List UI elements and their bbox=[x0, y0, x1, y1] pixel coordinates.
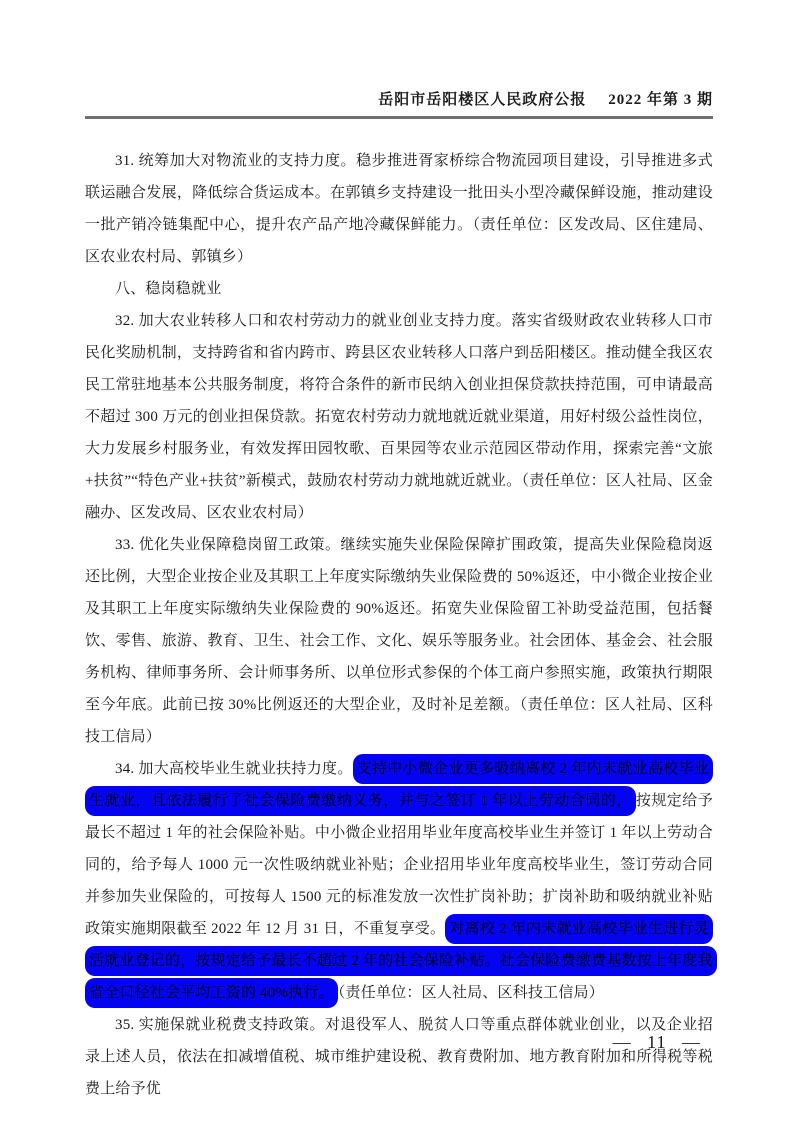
text-segment: 34. 加大高校毕业生就业扶持力度。 bbox=[115, 761, 353, 777]
page-header bbox=[85, 88, 713, 119]
page-footer bbox=[613, 1032, 701, 1053]
gazette-title: 岳阳市岳阳楼区人民政府公报 bbox=[378, 92, 587, 108]
paragraph-33 bbox=[85, 529, 713, 753]
paragraph-31 bbox=[85, 145, 713, 273]
text-segment: 按规定给予最长不超过 1 年的社会保险补贴。中小微企业招用毕业年度高校毕业生并签订 1 年以上劳动合同的，给予每人 1000 元一次性吸纳就业补贴；企业招用毕业年度高校毕业生，签订劳动合同并参加失业保险的，可按每人 1500 元的标准发放一次性扩岗补助；扩岗补助和吸纳就业补贴政策实施期限截至 2022 年 12 月 31 日，不重复享受。 bbox=[85, 793, 713, 937]
header-text bbox=[85, 88, 713, 109]
heading-section-8 bbox=[85, 273, 713, 305]
page-number: — 11 — bbox=[612, 1032, 701, 1052]
document-body bbox=[85, 145, 713, 1105]
gazette-issue: 2022 年第 3 期 bbox=[608, 92, 713, 108]
paragraph-32 bbox=[85, 305, 713, 529]
text-segment: 33. 优化失业保障稳岗留工政策。继续实施失业保险保障扩围政策，提高失业保险稳岗返还比例，大型企业按企业及其职工上年度实际缴纳失业保险费的 50%返还，中小微企业按企业及其职工上年度实际缴纳失业保险费的 90%返还。拓宽失业保险留工补助受益范围，包括餐饮、零售、旅游、教育、卫生、社会工作、文化、娱乐等服务业。社会团体、基金会、社会服务机构、律师事务所、会计师事务所、以单位形式参保的个体工商户参照实施，政策执行期限至今年底。此前已按 30%比例返还的大型企业，及时补足差额。（责任单位：区人社局、区科技工信局） bbox=[85, 537, 713, 745]
highlighted-text-segment: 支持中小微企业更多吸纳离校 2 年内未就业高校毕业生就业，且依法履行了社会保险费缴纳义务，并与之签订 1 年以上劳动合同的， bbox=[85, 754, 713, 816]
text-segment: （责任单位：区人社局、区科技工信局） bbox=[337, 985, 604, 1001]
text-segment: 31. 统筹加大对物流业的支持力度。稳步推进胥家桥综合物流园项目建设，引导推进多式联运融合发展，降低综合货运成本。在郭镇乡支持建设一批田头小型冷藏保鲜设施，推动建设一批产销冷链集配中心，提升农产品产地冷藏保鲜能力。（责任单位：区发改局、区住建局、区农业农村局、郭镇乡） bbox=[85, 153, 713, 265]
paragraph-34 bbox=[85, 753, 713, 1009]
text-segment: 32. 加大农业转移人口和农村劳动力的就业创业支持力度。落实省级财政农业转移人口市民化奖励机制，支持跨省和省内跨市、跨县区农业转移人口落户到岳阳楼区。推动健全我区农民工常驻地基本公共服务制度，将符合条件的新市民纳入创业担保贷款扶持范围，可申请最高不超过 300 万元的创业担保贷款。拓宽农村劳动力就地就近就业渠道，用好村级公益性岗位，大力发展乡村服务业，有效发挥田园牧歌、百果园等农业示范园区带动作用，探索完善“文旅+扶贫”“特色产业+扶贫”新模式，鼓励农村劳动力就地就近就业。（责任单位：区人社局、区金融办、区发改局、区农业农村局） bbox=[85, 313, 713, 521]
text-segment: 35. 实施保就业税费支持政策。对退役军人、脱贫人口等重点群体就业创业，以及企业招录上述人员，依法在扣减增值税、城市维护建设税、教育费附加、地方教育附加和所得税等税费上给予优 bbox=[85, 1017, 713, 1097]
paragraph-35 bbox=[85, 1009, 713, 1105]
highlighted-text-segment: 对离校 2 年内未就业高校毕业生进行灵活就业登记的，按规定给予最长不超过 2 年的社会保险补贴。社会保险费缴费基数按上年度我省全口径社会平均工资的 40%执行。 bbox=[85, 914, 717, 1008]
text-segment: 八、稳岗稳就业 bbox=[115, 281, 222, 297]
header-rule bbox=[85, 116, 713, 119]
